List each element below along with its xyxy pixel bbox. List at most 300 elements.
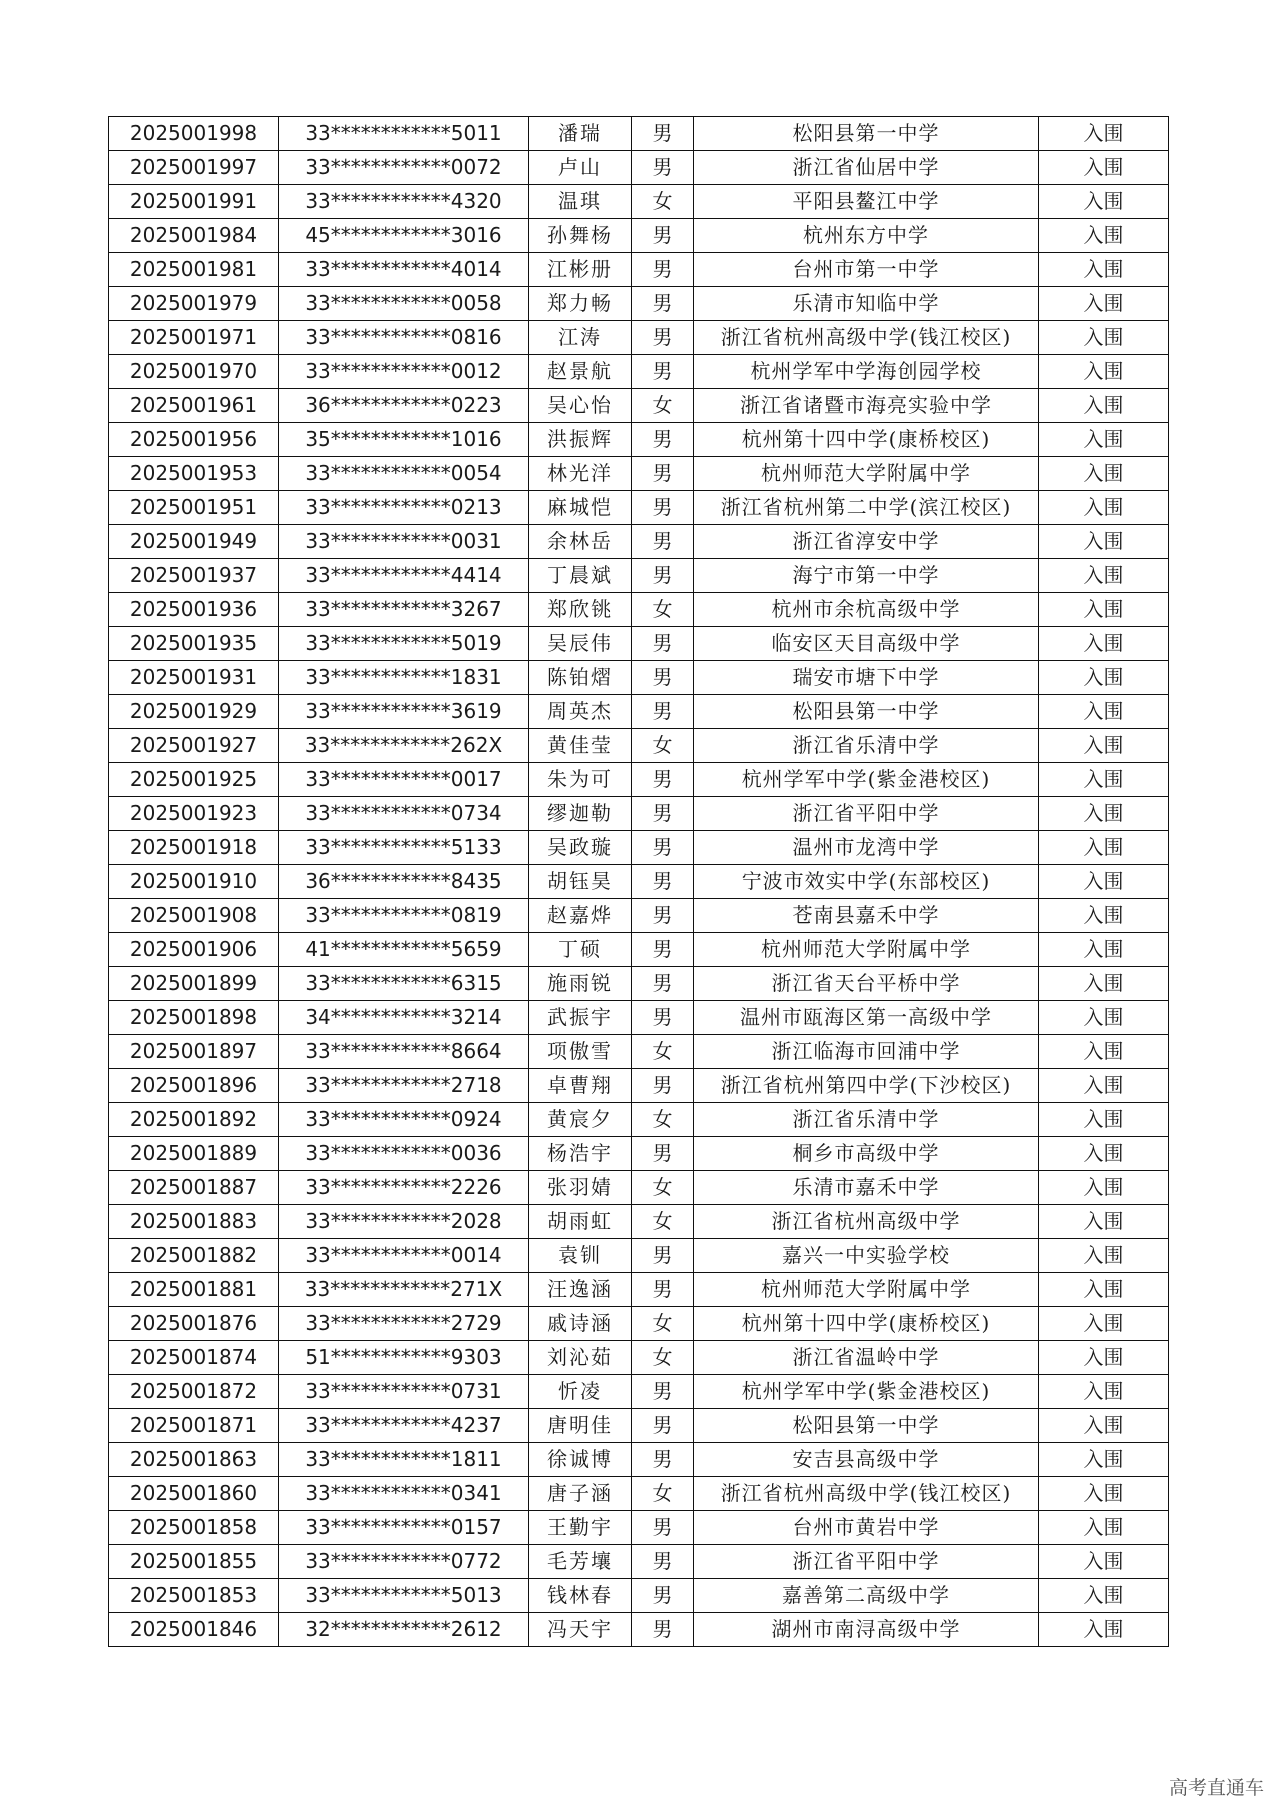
- candidate-id-cell: 2025001871: [109, 1409, 279, 1443]
- table-row: [109, 1511, 1169, 1545]
- name-cell: 王勤宇: [529, 1511, 632, 1545]
- id-card-cell: 33************8664: [279, 1035, 529, 1069]
- name-cell: 钱林春: [529, 1579, 632, 1613]
- name-cell: 黄佳莹: [529, 729, 632, 763]
- table-row: [109, 1205, 1169, 1239]
- name-cell: 袁钏: [529, 1239, 632, 1273]
- gender-cell: 女: [632, 1171, 694, 1205]
- name-cell: 丁硕: [529, 933, 632, 967]
- id-card-cell: 33************0924: [279, 1103, 529, 1137]
- candidate-id-cell: 2025001874: [109, 1341, 279, 1375]
- id-card-cell: 41************5659: [279, 933, 529, 967]
- table-row: [109, 865, 1169, 899]
- status-cell: 入围: [1039, 1511, 1169, 1545]
- school-cell: 浙江省杭州第二中学(滨江校区): [694, 491, 1039, 525]
- gender-cell: 男: [632, 1443, 694, 1477]
- name-cell: 汪逸涵: [529, 1273, 632, 1307]
- id-card-cell: 33************0072: [279, 151, 529, 185]
- gender-cell: 男: [632, 423, 694, 457]
- id-card-cell: 33************3619: [279, 695, 529, 729]
- status-cell: 入围: [1039, 933, 1169, 967]
- id-card-cell: 33************4320: [279, 185, 529, 219]
- id-card-cell: 33************0731: [279, 1375, 529, 1409]
- candidate-id-cell: 2025001935: [109, 627, 279, 661]
- candidate-id-cell: 2025001855: [109, 1545, 279, 1579]
- status-cell: 入围: [1039, 627, 1169, 661]
- candidate-id-cell: 2025001898: [109, 1001, 279, 1035]
- status-cell: 入围: [1039, 1613, 1169, 1647]
- status-cell: 入围: [1039, 287, 1169, 321]
- name-cell: 武振宇: [529, 1001, 632, 1035]
- id-card-cell: 33************0014: [279, 1239, 529, 1273]
- id-card-cell: 34************3214: [279, 1001, 529, 1035]
- status-cell: 入围: [1039, 1205, 1169, 1239]
- status-cell: 入围: [1039, 1001, 1169, 1035]
- name-cell: 唐明佳: [529, 1409, 632, 1443]
- school-cell: 杭州师范大学附属中学: [694, 933, 1039, 967]
- name-cell: 吴政璇: [529, 831, 632, 865]
- id-card-cell: 33************262X: [279, 729, 529, 763]
- table-row: [109, 1375, 1169, 1409]
- gender-cell: 男: [632, 967, 694, 1001]
- gender-cell: 女: [632, 1205, 694, 1239]
- candidate-id-cell: 2025001927: [109, 729, 279, 763]
- name-cell: 黄宸夕: [529, 1103, 632, 1137]
- status-cell: 入围: [1039, 389, 1169, 423]
- gender-cell: 男: [632, 1613, 694, 1647]
- candidate-id-cell: 2025001918: [109, 831, 279, 865]
- id-card-cell: 33************4014: [279, 253, 529, 287]
- gender-cell: 女: [632, 1103, 694, 1137]
- status-cell: 入围: [1039, 729, 1169, 763]
- school-cell: 浙江省天台平桥中学: [694, 967, 1039, 1001]
- table-row: [109, 117, 1169, 151]
- gender-cell: 男: [632, 1239, 694, 1273]
- status-cell: 入围: [1039, 253, 1169, 287]
- gender-cell: 女: [632, 389, 694, 423]
- school-cell: 松阳县第一中学: [694, 695, 1039, 729]
- table-row: [109, 1273, 1169, 1307]
- name-cell: 杨浩宇: [529, 1137, 632, 1171]
- gender-cell: 男: [632, 1375, 694, 1409]
- status-cell: 入围: [1039, 1137, 1169, 1171]
- gender-cell: 男: [632, 1069, 694, 1103]
- status-cell: 入围: [1039, 321, 1169, 355]
- name-cell: 毛芳壤: [529, 1545, 632, 1579]
- gender-cell: 女: [632, 1341, 694, 1375]
- id-card-cell: 33************0816: [279, 321, 529, 355]
- id-card-cell: 33************0734: [279, 797, 529, 831]
- table-row: [109, 797, 1169, 831]
- name-cell: 卓曹翔: [529, 1069, 632, 1103]
- school-cell: 温州市龙湾中学: [694, 831, 1039, 865]
- gender-cell: 男: [632, 355, 694, 389]
- name-cell: 赵景航: [529, 355, 632, 389]
- gender-cell: 男: [632, 117, 694, 151]
- table-row: [109, 423, 1169, 457]
- name-cell: 卢山: [529, 151, 632, 185]
- table-row: [109, 1579, 1169, 1613]
- id-card-cell: 33************0157: [279, 1511, 529, 1545]
- school-cell: 临安区天目高级中学: [694, 627, 1039, 661]
- candidate-id-cell: 2025001956: [109, 423, 279, 457]
- gender-cell: 女: [632, 1035, 694, 1069]
- table-row: [109, 729, 1169, 763]
- gender-cell: 男: [632, 287, 694, 321]
- id-card-cell: 33************0772: [279, 1545, 529, 1579]
- status-cell: 入围: [1039, 1035, 1169, 1069]
- id-card-cell: 33************5019: [279, 627, 529, 661]
- school-cell: 浙江临海市回浦中学: [694, 1035, 1039, 1069]
- school-cell: 台州市第一中学: [694, 253, 1039, 287]
- gender-cell: 男: [632, 321, 694, 355]
- name-cell: 吴辰伟: [529, 627, 632, 661]
- school-cell: 浙江省杭州高级中学(钱江校区): [694, 321, 1039, 355]
- candidate-id-cell: 2025001931: [109, 661, 279, 695]
- name-cell: 唐子涵: [529, 1477, 632, 1511]
- candidate-id-cell: 2025001998: [109, 117, 279, 151]
- table-row: [109, 185, 1169, 219]
- gender-cell: 男: [632, 151, 694, 185]
- table-row: [109, 1613, 1169, 1647]
- status-cell: 入围: [1039, 1069, 1169, 1103]
- table-row: [109, 899, 1169, 933]
- candidate-id-cell: 2025001876: [109, 1307, 279, 1341]
- table-row: [109, 389, 1169, 423]
- status-cell: 入围: [1039, 695, 1169, 729]
- table-row: [109, 1035, 1169, 1069]
- candidate-id-cell: 2025001949: [109, 525, 279, 559]
- name-cell: 胡雨虹: [529, 1205, 632, 1239]
- gender-cell: 男: [632, 627, 694, 661]
- candidate-id-cell: 2025001882: [109, 1239, 279, 1273]
- status-cell: 入围: [1039, 1443, 1169, 1477]
- candidate-id-cell: 2025001896: [109, 1069, 279, 1103]
- table-row: [109, 831, 1169, 865]
- table-row: [109, 1443, 1169, 1477]
- gender-cell: 男: [632, 797, 694, 831]
- name-cell: 胡钰昊: [529, 865, 632, 899]
- school-cell: 台州市黄岩中学: [694, 1511, 1039, 1545]
- candidate-id-cell: 2025001892: [109, 1103, 279, 1137]
- table-row: [109, 1103, 1169, 1137]
- table-row: [109, 1137, 1169, 1171]
- school-cell: 温州市瓯海区第一高级中学: [694, 1001, 1039, 1035]
- id-card-cell: 33************0058: [279, 287, 529, 321]
- id-card-cell: 35************1016: [279, 423, 529, 457]
- id-card-cell: 33************6315: [279, 967, 529, 1001]
- candidate-id-cell: 2025001883: [109, 1205, 279, 1239]
- school-cell: 浙江省乐清中学: [694, 729, 1039, 763]
- table-row: [109, 695, 1169, 729]
- school-cell: 松阳县第一中学: [694, 1409, 1039, 1443]
- school-cell: 乐清市嘉禾中学: [694, 1171, 1039, 1205]
- status-cell: 入围: [1039, 1103, 1169, 1137]
- gender-cell: 男: [632, 525, 694, 559]
- school-cell: 松阳县第一中学: [694, 117, 1039, 151]
- table-row: [109, 1341, 1169, 1375]
- name-cell: 刘沁茹: [529, 1341, 632, 1375]
- id-card-cell: 32************2612: [279, 1613, 529, 1647]
- school-cell: 浙江省温岭中学: [694, 1341, 1039, 1375]
- table-row: [109, 355, 1169, 389]
- school-cell: 浙江省淳安中学: [694, 525, 1039, 559]
- candidate-id-cell: 2025001897: [109, 1035, 279, 1069]
- status-cell: 入围: [1039, 899, 1169, 933]
- gender-cell: 男: [632, 491, 694, 525]
- gender-cell: 男: [632, 1545, 694, 1579]
- school-cell: 杭州学军中学(紫金港校区): [694, 763, 1039, 797]
- school-cell: 海宁市第一中学: [694, 559, 1039, 593]
- id-card-cell: 33************1811: [279, 1443, 529, 1477]
- candidate-id-cell: 2025001881: [109, 1273, 279, 1307]
- school-cell: 湖州市南浔高级中学: [694, 1613, 1039, 1647]
- school-cell: 嘉善第二高级中学: [694, 1579, 1039, 1613]
- gender-cell: 男: [632, 559, 694, 593]
- school-cell: 杭州师范大学附属中学: [694, 1273, 1039, 1307]
- table-body: [109, 117, 1169, 1647]
- gender-cell: 男: [632, 933, 694, 967]
- candidate-id-cell: 2025001923: [109, 797, 279, 831]
- status-cell: 入围: [1039, 593, 1169, 627]
- table-row: [109, 933, 1169, 967]
- school-cell: 平阳县鳌江中学: [694, 185, 1039, 219]
- school-cell: 浙江省杭州第四中学(下沙校区): [694, 1069, 1039, 1103]
- status-cell: 入围: [1039, 831, 1169, 865]
- gender-cell: 男: [632, 1137, 694, 1171]
- school-cell: 浙江省平阳中学: [694, 797, 1039, 831]
- candidate-id-cell: 2025001971: [109, 321, 279, 355]
- gender-cell: 男: [632, 831, 694, 865]
- id-card-cell: 33************0054: [279, 457, 529, 491]
- table-row: [109, 593, 1169, 627]
- id-card-cell: 33************0213: [279, 491, 529, 525]
- status-cell: 入围: [1039, 1409, 1169, 1443]
- school-cell: 浙江省杭州高级中学(钱江校区): [694, 1477, 1039, 1511]
- id-card-cell: 33************5013: [279, 1579, 529, 1613]
- candidate-id-cell: 2025001860: [109, 1477, 279, 1511]
- gender-cell: 男: [632, 1579, 694, 1613]
- school-cell: 杭州第十四中学(康桥校区): [694, 1307, 1039, 1341]
- gender-cell: 男: [632, 899, 694, 933]
- gender-cell: 男: [632, 865, 694, 899]
- table-row: [109, 1545, 1169, 1579]
- id-card-cell: 33************2028: [279, 1205, 529, 1239]
- status-cell: 入围: [1039, 219, 1169, 253]
- name-cell: 项傲雪: [529, 1035, 632, 1069]
- table-row: [109, 1307, 1169, 1341]
- id-card-cell: 33************2226: [279, 1171, 529, 1205]
- table-row: [109, 1477, 1169, 1511]
- name-cell: 张羽婧: [529, 1171, 632, 1205]
- gender-cell: 男: [632, 219, 694, 253]
- status-cell: 入围: [1039, 355, 1169, 389]
- candidate-id-cell: 2025001951: [109, 491, 279, 525]
- status-cell: 入围: [1039, 797, 1169, 831]
- candidate-id-cell: 2025001872: [109, 1375, 279, 1409]
- gender-cell: 男: [632, 1273, 694, 1307]
- id-card-cell: 33************3267: [279, 593, 529, 627]
- candidate-id-cell: 2025001981: [109, 253, 279, 287]
- id-card-cell: 33************4414: [279, 559, 529, 593]
- table-row: [109, 661, 1169, 695]
- status-cell: 入围: [1039, 423, 1169, 457]
- table-row: [109, 1069, 1169, 1103]
- table-row: [109, 1001, 1169, 1035]
- name-cell: 江涛: [529, 321, 632, 355]
- candidate-id-cell: 2025001846: [109, 1613, 279, 1647]
- school-cell: 苍南县嘉禾中学: [694, 899, 1039, 933]
- gender-cell: 男: [632, 1511, 694, 1545]
- table-row: [109, 627, 1169, 661]
- table-row: [109, 525, 1169, 559]
- candidate-id-cell: 2025001929: [109, 695, 279, 729]
- status-cell: 入围: [1039, 1545, 1169, 1579]
- name-cell: 郑力畅: [529, 287, 632, 321]
- name-cell: 缪迦勒: [529, 797, 632, 831]
- status-cell: 入围: [1039, 967, 1169, 1001]
- school-cell: 杭州学军中学(紫金港校区): [694, 1375, 1039, 1409]
- name-cell: 郑欣铫: [529, 593, 632, 627]
- candidate-id-cell: 2025001991: [109, 185, 279, 219]
- school-cell: 浙江省仙居中学: [694, 151, 1039, 185]
- school-cell: 杭州学军中学海创园学校: [694, 355, 1039, 389]
- table-row: [109, 491, 1169, 525]
- candidate-id-cell: 2025001970: [109, 355, 279, 389]
- school-cell: 浙江省平阳中学: [694, 1545, 1039, 1579]
- status-cell: 入围: [1039, 1477, 1169, 1511]
- status-cell: 入围: [1039, 1273, 1169, 1307]
- name-cell: 吴心怡: [529, 389, 632, 423]
- table-row: [109, 287, 1169, 321]
- candidate-id-cell: 2025001984: [109, 219, 279, 253]
- candidate-id-cell: 2025001889: [109, 1137, 279, 1171]
- id-card-cell: 33************5133: [279, 831, 529, 865]
- name-cell: 忻凌: [529, 1375, 632, 1409]
- table-row: [109, 253, 1169, 287]
- candidate-id-cell: 2025001863: [109, 1443, 279, 1477]
- status-cell: 入围: [1039, 865, 1169, 899]
- status-cell: 入围: [1039, 1579, 1169, 1613]
- candidate-id-cell: 2025001937: [109, 559, 279, 593]
- school-cell: 宁波市效实中学(东部校区): [694, 865, 1039, 899]
- name-cell: 丁晨斌: [529, 559, 632, 593]
- gender-cell: 男: [632, 661, 694, 695]
- table-row: [109, 763, 1169, 797]
- gender-cell: 男: [632, 695, 694, 729]
- name-cell: 洪振辉: [529, 423, 632, 457]
- candidate-id-cell: 2025001925: [109, 763, 279, 797]
- status-cell: 入围: [1039, 185, 1169, 219]
- watermark-text: 高考直通车: [1168, 1777, 1264, 1799]
- id-card-cell: 33************2729: [279, 1307, 529, 1341]
- id-card-cell: 36************8435: [279, 865, 529, 899]
- name-cell: 朱为可: [529, 763, 632, 797]
- status-cell: 入围: [1039, 1171, 1169, 1205]
- candidate-id-cell: 2025001936: [109, 593, 279, 627]
- school-cell: 安吉县高级中学: [694, 1443, 1039, 1477]
- school-cell: 杭州市余杭高级中学: [694, 593, 1039, 627]
- gender-cell: 女: [632, 1477, 694, 1511]
- school-cell: 杭州第十四中学(康桥校区): [694, 423, 1039, 457]
- gender-cell: 女: [632, 593, 694, 627]
- name-cell: 江彬册: [529, 253, 632, 287]
- gender-cell: 男: [632, 253, 694, 287]
- school-cell: 嘉兴一中实验学校: [694, 1239, 1039, 1273]
- status-cell: 入围: [1039, 1375, 1169, 1409]
- candidate-id-cell: 2025001908: [109, 899, 279, 933]
- candidate-id-cell: 2025001910: [109, 865, 279, 899]
- candidate-id-cell: 2025001997: [109, 151, 279, 185]
- candidate-id-cell: 2025001887: [109, 1171, 279, 1205]
- id-card-cell: 45************3016: [279, 219, 529, 253]
- candidate-id-cell: 2025001858: [109, 1511, 279, 1545]
- candidate-id-cell: 2025001961: [109, 389, 279, 423]
- gender-cell: 男: [632, 763, 694, 797]
- candidate-id-cell: 2025001906: [109, 933, 279, 967]
- status-cell: 入围: [1039, 661, 1169, 695]
- status-cell: 入围: [1039, 1307, 1169, 1341]
- school-cell: 杭州师范大学附属中学: [694, 457, 1039, 491]
- admission-list-table: [108, 116, 1169, 1647]
- status-cell: 入围: [1039, 525, 1169, 559]
- name-cell: 温琪: [529, 185, 632, 219]
- name-cell: 麻城恺: [529, 491, 632, 525]
- candidate-id-cell: 2025001953: [109, 457, 279, 491]
- name-cell: 赵嘉烨: [529, 899, 632, 933]
- name-cell: 施雨锐: [529, 967, 632, 1001]
- status-cell: 入围: [1039, 457, 1169, 491]
- table-row: [109, 1171, 1169, 1205]
- status-cell: 入围: [1039, 151, 1169, 185]
- id-card-cell: 33************0031: [279, 525, 529, 559]
- id-card-cell: 33************271X: [279, 1273, 529, 1307]
- status-cell: 入围: [1039, 1341, 1169, 1375]
- gender-cell: 女: [632, 185, 694, 219]
- table-row: [109, 151, 1169, 185]
- id-card-cell: 33************0017: [279, 763, 529, 797]
- school-cell: 乐清市知临中学: [694, 287, 1039, 321]
- gender-cell: 男: [632, 1409, 694, 1443]
- table-row: [109, 967, 1169, 1001]
- table-row: [109, 219, 1169, 253]
- status-cell: 入围: [1039, 117, 1169, 151]
- id-card-cell: 36************0223: [279, 389, 529, 423]
- school-cell: 瑞安市塘下中学: [694, 661, 1039, 695]
- candidate-id-cell: 2025001899: [109, 967, 279, 1001]
- id-card-cell: 33************0012: [279, 355, 529, 389]
- school-cell: 桐乡市高级中学: [694, 1137, 1039, 1171]
- id-card-cell: 33************5011: [279, 117, 529, 151]
- school-cell: 浙江省乐清中学: [694, 1103, 1039, 1137]
- id-card-cell: 33************1831: [279, 661, 529, 695]
- name-cell: 陈铂熠: [529, 661, 632, 695]
- candidate-id-cell: 2025001853: [109, 1579, 279, 1613]
- name-cell: 周英杰: [529, 695, 632, 729]
- name-cell: 戚诗涵: [529, 1307, 632, 1341]
- id-card-cell: 51************9303: [279, 1341, 529, 1375]
- table-row: [109, 1409, 1169, 1443]
- table-row: [109, 1239, 1169, 1273]
- id-card-cell: 33************0341: [279, 1477, 529, 1511]
- name-cell: 孙舞杨: [529, 219, 632, 253]
- name-cell: 徐诚博: [529, 1443, 632, 1477]
- table-row: [109, 457, 1169, 491]
- gender-cell: 女: [632, 729, 694, 763]
- table-row: [109, 559, 1169, 593]
- id-card-cell: 33************2718: [279, 1069, 529, 1103]
- status-cell: 入围: [1039, 763, 1169, 797]
